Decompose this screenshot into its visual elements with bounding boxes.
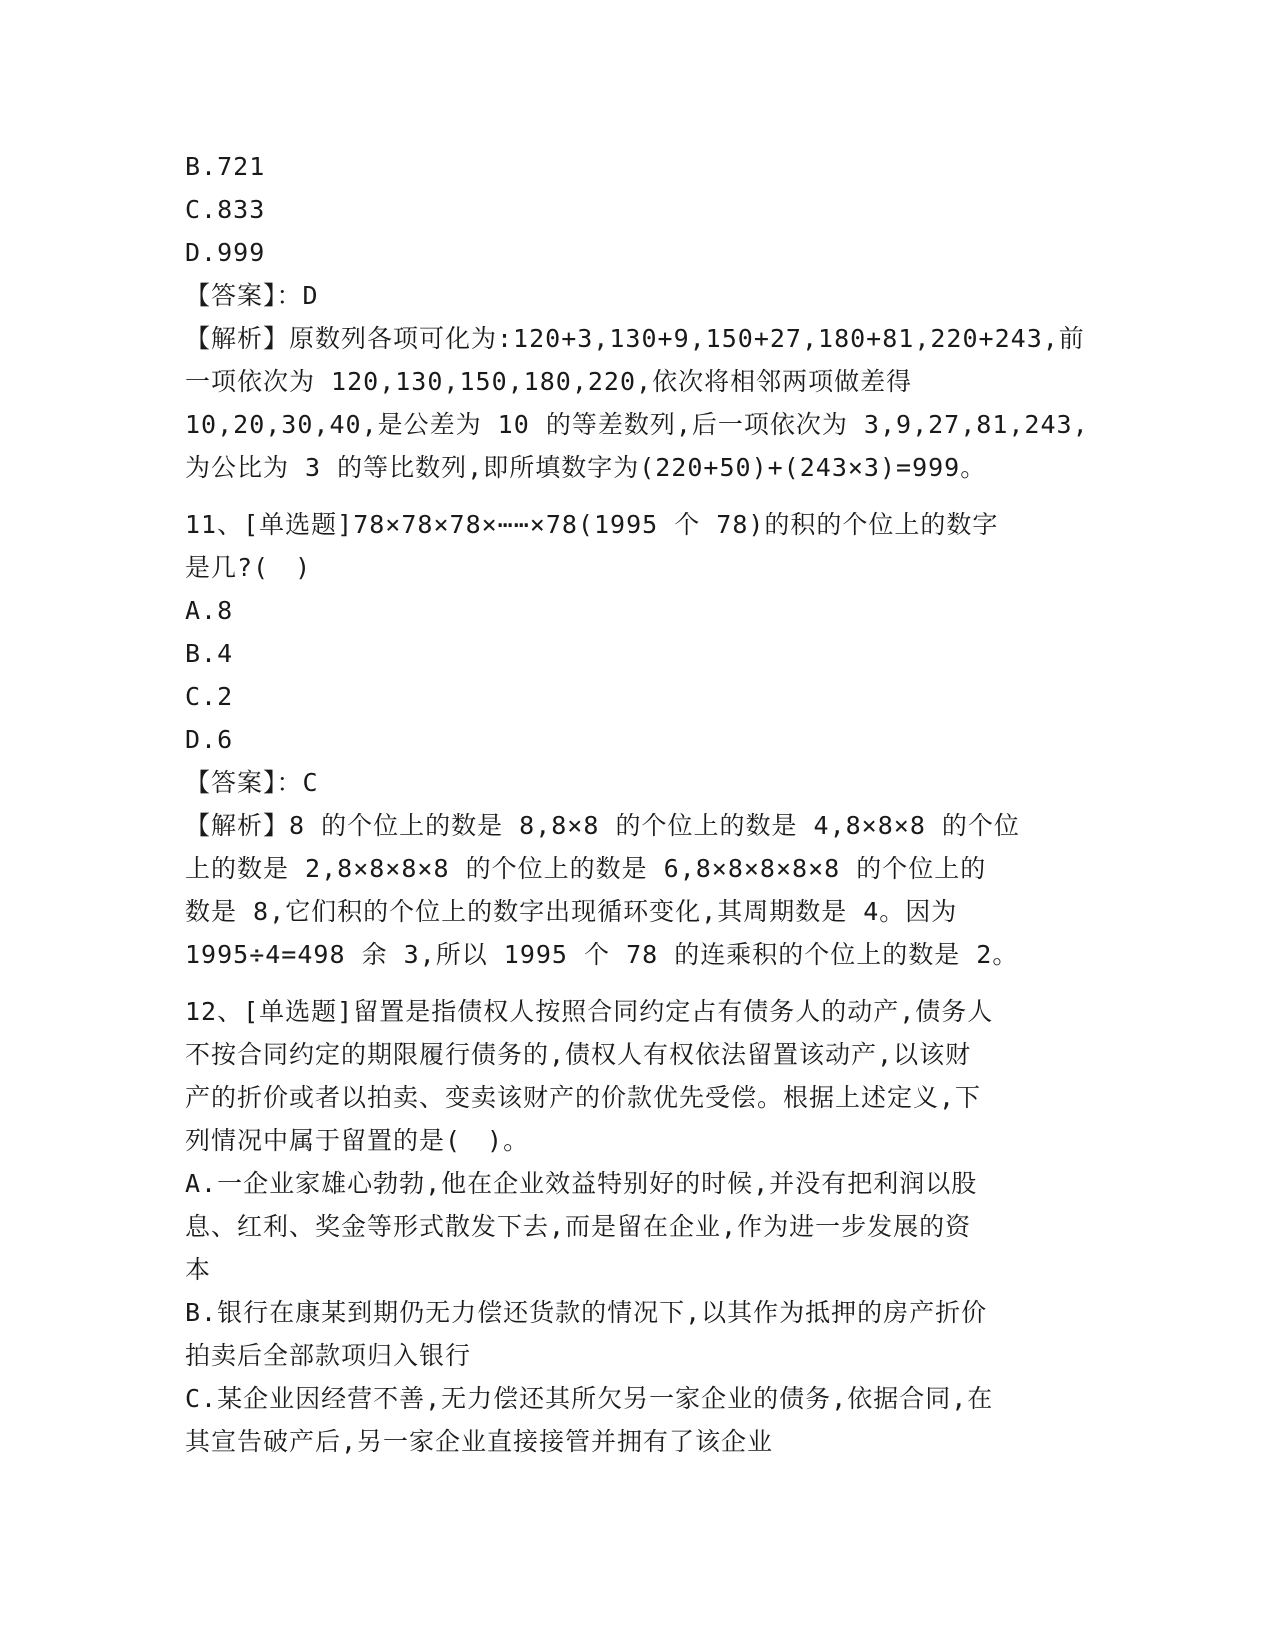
analysis-line: 为公比为 3 的等比数列,即所填数字为(220+50)+(243×3)=999。 [185, 453, 987, 482]
question-stem: 列情况中属于留置的是( )。 [185, 1126, 530, 1155]
previous-question [185, 145, 1089, 489]
option-c: C.2 [185, 682, 234, 711]
question-stem: 产的折价或者以拍卖、变卖该财产的价款优先受偿。根据上述定义,下 [185, 1083, 982, 1112]
answer: 【答案】：C [185, 768, 319, 797]
analysis-line: 上的数是 2,8×8×8×8 的个位上的数是 6,8×8×8×8×8 的个位上的 [185, 854, 987, 883]
option-b: B.721 [185, 152, 266, 181]
option-c: C.833 [185, 195, 266, 224]
analysis-line: 【解析】8 的个位上的数是 8,8×8 的个位上的数是 4,8×8×8 的个位 [185, 811, 1020, 840]
option-a: A.8 [185, 596, 234, 625]
question-stem: 12、[单选题]留置是指债权人按照合同约定占有债务人的动产,债务人 [185, 997, 994, 1026]
option-b: B.4 [185, 639, 234, 668]
option-b: 拍卖后全部款项归入银行 [185, 1341, 472, 1370]
analysis-line: 数是 8,它们积的个位上的数字出现循环变化,其周期数是 4。因为 [185, 897, 958, 926]
question-stem: 是几?( ) [185, 553, 312, 582]
option-a: A.一企业家雄心勃勃,他在企业效益特别好的时候,并没有把利润以股 [185, 1169, 978, 1198]
question-12 [185, 990, 1085, 1463]
question-stem: 11、[单选题]78×78×78×⋯⋯×78(1995 个 78)的积的个位上的数字 [185, 510, 999, 539]
option-c: 其宣告破产后,另一家企业直接接管并拥有了该企业 [185, 1427, 774, 1456]
analysis-line: 【解析】原数列各项可化为:120+3,130+9,150+27,180+81,220+243,前 [185, 324, 1085, 353]
option-a: 息、红利、奖金等形式散发下去,而是留在企业,作为进一步发展的资 [185, 1212, 972, 1241]
question-11 [185, 503, 1085, 976]
document-page [185, 145, 1089, 1463]
question-stem: 不按合同约定的期限履行债务的,债权人有权依法留置该动产,以该财 [185, 1040, 972, 1069]
option-d: D.6 [185, 725, 234, 754]
option-d: D.999 [185, 238, 266, 267]
analysis-line: 一项依次为 120,130,150,180,220,依次将相邻两项做差得 [185, 367, 913, 396]
analysis-line: 1995÷4=498 余 3,所以 1995 个 78 的连乘积的个位上的数是 2。 [185, 940, 1019, 969]
option-b: B.银行在康某到期仍无力偿还货款的情况下,以其作为抵押的房产折价 [185, 1298, 988, 1327]
option-c: C.某企业因经营不善,无力偿还其所欠另一家企业的债务,依据合同,在 [185, 1384, 994, 1413]
answer: 【答案】：D [185, 281, 319, 310]
option-a: 本 [185, 1255, 212, 1284]
analysis-line: 10,20,30,40,是公差为 10 的等差数列,后一项依次为 3,9,27,81,243, [185, 410, 1089, 439]
